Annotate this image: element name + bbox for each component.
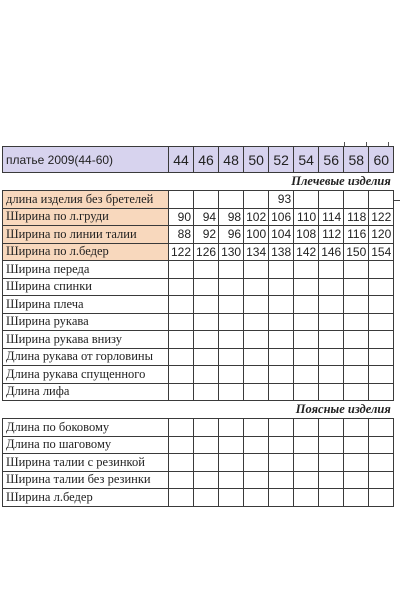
measurement-cell: 93	[269, 191, 294, 209]
row-label: Длина по шаговому	[3, 436, 169, 454]
measurement-cell	[194, 348, 219, 366]
measurement-cell	[369, 366, 394, 384]
size-header: 48	[219, 147, 244, 173]
measurement-cell	[269, 278, 294, 296]
table-row	[3, 489, 394, 507]
measurement-cell	[244, 366, 269, 384]
measurement-cell	[244, 261, 269, 279]
measurement-cell	[244, 419, 269, 437]
measurement-cell	[219, 348, 244, 366]
measurement-cell: 106	[269, 208, 294, 226]
measurement-cell	[194, 419, 219, 437]
measurement-cell	[294, 348, 319, 366]
measurement-cell	[294, 261, 319, 279]
measurement-cell	[294, 278, 319, 296]
measurement-cell	[244, 348, 269, 366]
measurement-cell	[169, 454, 194, 472]
measurement-cell: 92	[194, 226, 219, 244]
measurement-cell	[219, 489, 244, 507]
measurement-cell: 122	[369, 208, 394, 226]
measurement-cell: 122	[169, 243, 194, 261]
measurement-cell	[344, 419, 369, 437]
header-row	[3, 147, 394, 173]
measurement-cell	[194, 278, 219, 296]
measurement-cell	[194, 471, 219, 489]
measurement-cell	[194, 313, 219, 331]
measurement-cell	[294, 313, 319, 331]
table-row	[3, 243, 394, 261]
row-label: Ширина талии без резинки	[3, 471, 169, 489]
measurement-cell	[269, 383, 294, 401]
table-row	[3, 331, 394, 349]
measurement-cell: 104	[269, 226, 294, 244]
measurement-cell	[319, 436, 344, 454]
measurement-cell	[294, 366, 319, 384]
measurement-cell	[169, 366, 194, 384]
size-header: 58	[344, 147, 369, 173]
measurement-cell	[319, 313, 344, 331]
measurement-cell	[269, 436, 294, 454]
measurement-cell	[319, 383, 344, 401]
measurement-cell	[219, 366, 244, 384]
measurement-cell: 142	[294, 243, 319, 261]
measurement-cell	[194, 296, 219, 314]
measurement-cell: 108	[294, 226, 319, 244]
table-row	[3, 208, 394, 226]
row-label: Ширина спинки	[3, 278, 169, 296]
measurement-cell	[369, 348, 394, 366]
measurement-cell	[319, 471, 344, 489]
measurement-cell	[219, 278, 244, 296]
measurement-cell	[169, 296, 194, 314]
measurement-cell	[319, 454, 344, 472]
measurement-cell: 94	[194, 208, 219, 226]
section-row-waist	[3, 401, 394, 419]
measurement-cell: 88	[169, 226, 194, 244]
measurement-cell: 116	[344, 226, 369, 244]
row-label: Ширина по л.груди	[3, 208, 169, 226]
measurement-cell	[319, 348, 344, 366]
measurement-cell	[269, 331, 294, 349]
measurement-cell: 154	[369, 243, 394, 261]
measurement-cell	[219, 331, 244, 349]
measurement-cell	[369, 261, 394, 279]
measurement-cell	[369, 436, 394, 454]
measurement-cell: 126	[194, 243, 219, 261]
size-chart-table	[2, 146, 394, 507]
measurement-cell	[344, 436, 369, 454]
table-row	[3, 454, 394, 472]
section-title-waist: Поясные изделия	[3, 401, 394, 419]
measurement-cell: 112	[319, 226, 344, 244]
measurement-cell	[219, 454, 244, 472]
size-header: 60	[369, 147, 394, 173]
size-header: 44	[169, 147, 194, 173]
measurement-cell	[219, 471, 244, 489]
measurement-cell: 100	[244, 226, 269, 244]
measurement-cell	[294, 191, 319, 209]
measurement-cell	[344, 348, 369, 366]
row-label: Ширина л.бедер	[3, 489, 169, 507]
measurement-cell: 114	[319, 208, 344, 226]
table-row	[3, 191, 394, 209]
measurement-cell	[194, 366, 219, 384]
measurement-cell: 130	[219, 243, 244, 261]
measurement-cell	[269, 348, 294, 366]
table-row	[3, 278, 394, 296]
measurement-cell	[319, 489, 344, 507]
measurement-cell	[194, 331, 219, 349]
measurement-cell	[294, 471, 319, 489]
row-label: Длина лифа	[3, 383, 169, 401]
size-header: 46	[194, 147, 219, 173]
measurement-cell: 98	[219, 208, 244, 226]
row-label: Ширина плеча	[3, 296, 169, 314]
measurement-cell	[169, 489, 194, 507]
measurement-cell: 118	[344, 208, 369, 226]
measurement-cell	[344, 471, 369, 489]
measurement-cell	[294, 296, 319, 314]
measurement-cell	[269, 471, 294, 489]
row-label: Ширина переда	[3, 261, 169, 279]
measurement-cell	[194, 436, 219, 454]
measurement-cell	[369, 454, 394, 472]
measurement-cell	[369, 489, 394, 507]
row-label: Ширина по л.бедер	[3, 243, 169, 261]
measurement-cell	[169, 278, 194, 296]
measurement-cell	[269, 313, 294, 331]
measurement-cell	[244, 436, 269, 454]
measurement-cell	[219, 296, 244, 314]
measurement-cell	[194, 454, 219, 472]
row-label: Ширина талии с резинкой	[3, 454, 169, 472]
measurement-cell	[219, 419, 244, 437]
measurement-cell	[319, 296, 344, 314]
measurement-cell	[344, 191, 369, 209]
size-header: 52	[269, 147, 294, 173]
table-row	[3, 419, 394, 437]
measurement-cell: 110	[294, 208, 319, 226]
measurement-cell	[319, 419, 344, 437]
table-row	[3, 436, 394, 454]
measurement-cell	[369, 313, 394, 331]
measurement-cell	[319, 191, 344, 209]
measurement-cell	[344, 261, 369, 279]
row-label: Ширина рукава	[3, 313, 169, 331]
measurement-cell	[169, 261, 194, 279]
row-label: Длина рукава спущенного	[3, 366, 169, 384]
table-title: платье 2009(44-60)	[3, 147, 169, 173]
measurement-cell	[319, 278, 344, 296]
measurement-cell	[244, 331, 269, 349]
measurement-cell	[169, 436, 194, 454]
measurement-cell	[294, 489, 319, 507]
measurement-cell	[269, 366, 294, 384]
measurement-cell	[169, 471, 194, 489]
measurement-cell: 134	[244, 243, 269, 261]
table-row	[3, 348, 394, 366]
section-title-shoulder: Плечевые изделия	[3, 173, 394, 191]
measurement-cell: 138	[269, 243, 294, 261]
measurement-cell	[169, 419, 194, 437]
measurement-cell	[244, 313, 269, 331]
section-row-shoulder	[3, 173, 394, 191]
measurement-cell	[369, 383, 394, 401]
table-edge-line	[394, 200, 400, 201]
measurement-cell	[269, 489, 294, 507]
measurement-cell	[244, 383, 269, 401]
table-row	[3, 226, 394, 244]
table-row	[3, 383, 394, 401]
measurement-cell	[194, 383, 219, 401]
measurement-cell	[369, 331, 394, 349]
table-row	[3, 471, 394, 489]
measurement-cell	[344, 489, 369, 507]
row-label: Ширина по линии талии	[3, 226, 169, 244]
measurement-cell	[244, 489, 269, 507]
measurement-cell	[219, 436, 244, 454]
measurement-cell	[269, 296, 294, 314]
row-label: Длина рукава от горловины	[3, 348, 169, 366]
measurement-cell	[344, 331, 369, 349]
measurement-cell	[294, 383, 319, 401]
measurement-cell: 90	[169, 208, 194, 226]
measurement-cell	[319, 366, 344, 384]
measurement-cell	[169, 331, 194, 349]
row-label: длина изделия без бретелей	[3, 191, 169, 209]
measurement-cell	[344, 383, 369, 401]
measurement-cell	[169, 191, 194, 209]
measurement-cell	[169, 313, 194, 331]
measurement-cell	[344, 313, 369, 331]
measurement-cell	[194, 261, 219, 279]
measurement-cell	[244, 278, 269, 296]
measurement-cell: 150	[344, 243, 369, 261]
measurement-cell	[219, 261, 244, 279]
measurement-cell: 96	[219, 226, 244, 244]
measurement-cell	[319, 261, 344, 279]
table-row	[3, 261, 394, 279]
size-header: 56	[319, 147, 344, 173]
measurement-cell	[269, 261, 294, 279]
measurement-cell	[344, 454, 369, 472]
measurement-cell	[269, 419, 294, 437]
measurement-cell	[219, 383, 244, 401]
table-row	[3, 313, 394, 331]
measurement-cell	[194, 489, 219, 507]
measurement-cell	[294, 436, 319, 454]
measurement-cell	[219, 313, 244, 331]
measurement-cell	[369, 296, 394, 314]
measurement-cell	[294, 331, 319, 349]
measurement-cell	[369, 471, 394, 489]
measurement-cell	[294, 454, 319, 472]
measurement-cell	[294, 419, 319, 437]
measurement-cell	[244, 191, 269, 209]
measurement-cell	[244, 471, 269, 489]
measurement-cell	[219, 191, 244, 209]
measurement-cell	[369, 419, 394, 437]
row-label: Ширина рукава внизу	[3, 331, 169, 349]
measurement-cell	[169, 383, 194, 401]
measurement-cell	[169, 348, 194, 366]
measurement-cell	[369, 278, 394, 296]
table-row	[3, 366, 394, 384]
measurement-cell	[369, 191, 394, 209]
measurement-cell	[344, 278, 369, 296]
measurement-cell: 120	[369, 226, 394, 244]
measurement-cell	[344, 366, 369, 384]
size-header: 50	[244, 147, 269, 173]
measurement-cell: 146	[319, 243, 344, 261]
row-label: Длина по боковому	[3, 419, 169, 437]
table-row	[3, 296, 394, 314]
measurement-cell	[319, 331, 344, 349]
measurement-cell	[344, 296, 369, 314]
measurement-cell	[269, 454, 294, 472]
measurement-cell	[194, 191, 219, 209]
measurement-cell	[244, 296, 269, 314]
measurement-cell: 102	[244, 208, 269, 226]
measurement-cell	[244, 454, 269, 472]
size-header: 54	[294, 147, 319, 173]
